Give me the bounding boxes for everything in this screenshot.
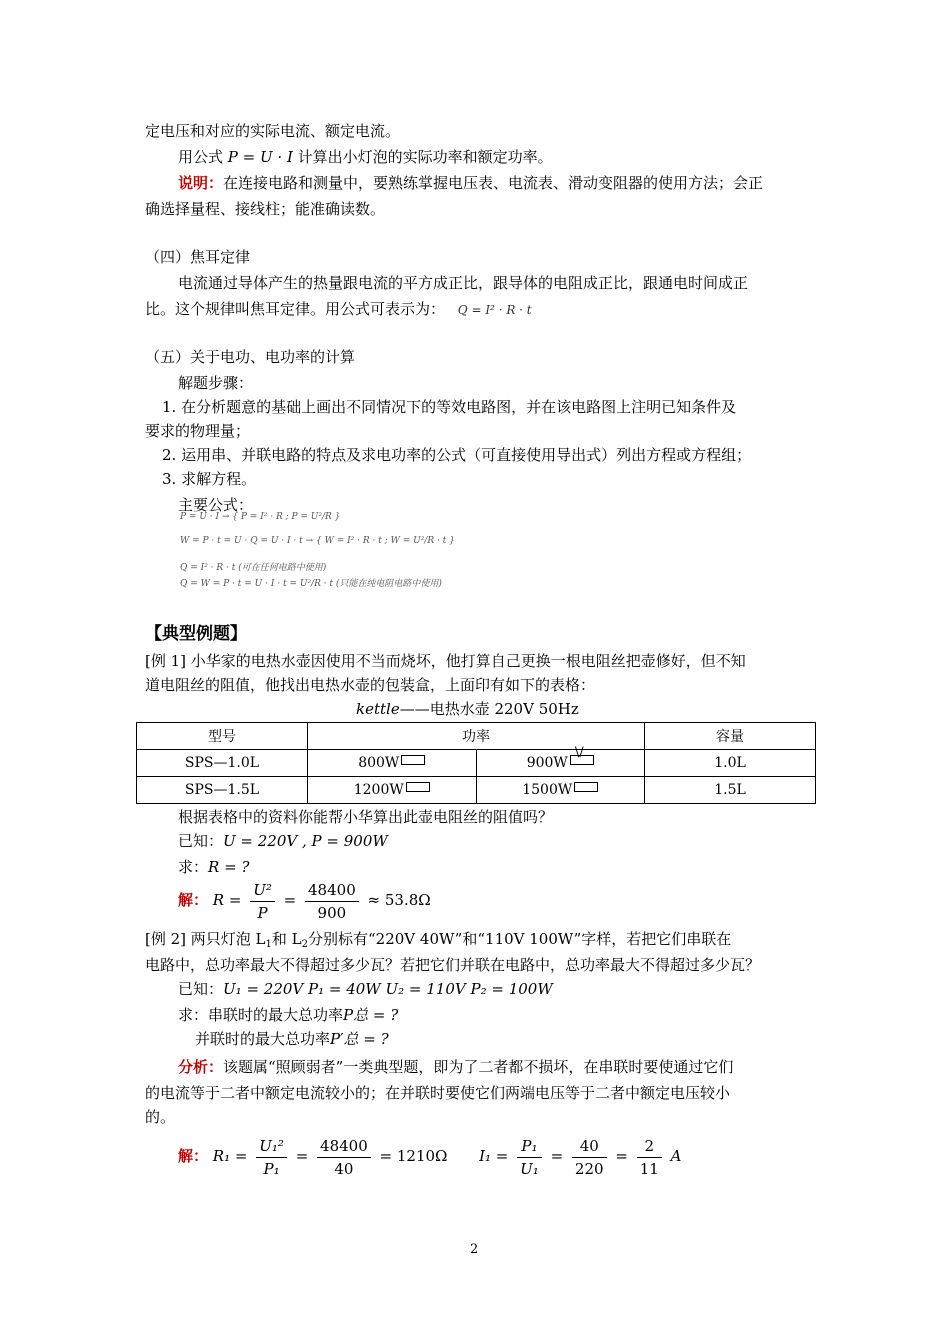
- checked-box-icon: \/: [570, 755, 594, 765]
- paragraph: 道电阻丝的阻值，他找出电热水壶的包装盒，上面印有如下的表格：: [145, 676, 596, 694]
- subscript: 1: [265, 939, 272, 950]
- table-cell: [308, 750, 477, 777]
- paragraph: [145, 298, 532, 321]
- numerator: 2: [637, 1135, 662, 1158]
- table-caption: [356, 698, 579, 720]
- known-line: [178, 978, 553, 1000]
- denominator: P: [257, 903, 268, 922]
- paragraph: 解题步骤：: [178, 374, 254, 392]
- joule-formula: Q = I² · R · t: [457, 303, 532, 317]
- denominator: P₁: [263, 1159, 280, 1178]
- numerator: 48400: [317, 1135, 371, 1158]
- page-number: 2: [470, 1242, 479, 1257]
- note-label: 说明：: [178, 174, 224, 192]
- power-value: 900W: [526, 755, 568, 771]
- table-row: [137, 777, 816, 804]
- ask-value: R = ?: [208, 858, 250, 876]
- solution-label: 解：: [178, 891, 209, 909]
- paragraph: 的电流等于二者中额定电流较小的；在并联时要使它们两端电压等于二者中额定电压较小: [145, 1084, 731, 1102]
- table-row: [137, 750, 816, 777]
- fraction: [256, 1135, 287, 1180]
- checkbox-icon: [406, 782, 430, 792]
- lhs: R₁ =: [212, 1147, 248, 1165]
- paragraph: 定电压和对应的实际电流、额定电流。: [145, 122, 401, 140]
- table-cell: 1.5L: [645, 777, 816, 804]
- analysis-line: [178, 1056, 733, 1078]
- text: 比。这个规律叫焦耳定律。用公式可表示为：: [145, 300, 446, 318]
- table-header: 功率: [308, 723, 645, 750]
- denominator: 900: [317, 903, 347, 922]
- paragraph: 电流通过导体产生的热量跟电流的平方成正比，跟导体的电阻成正比，跟通电时间成正: [178, 274, 749, 292]
- ask-line: [195, 1028, 389, 1050]
- paragraph: [178, 146, 553, 168]
- paragraph: 主要公式：: [178, 496, 254, 514]
- paragraph: 确选择量程、接线柱；能准确读数。: [145, 200, 386, 218]
- paragraph: 的。: [145, 1108, 176, 1126]
- solution-line: 解： R = $\frac{\text{U²}}{P}$ = $\frac{48400}{900}$ ≈ 53.8Ω: [178, 880, 431, 922]
- denominator: U₁: [520, 1159, 539, 1178]
- power-value: 1500W: [522, 782, 573, 798]
- subscript: 2: [301, 939, 308, 950]
- formula-line: W = P · t = U · Q = U · I · t → { W = I² · R · t ; W = U²/R · t }: [180, 536, 455, 546]
- section-heading: 【典型例题】: [145, 624, 247, 644]
- section-title: （五）关于电功、电功率的计算: [145, 348, 356, 366]
- list-item: 2. 运用串、并联电路的特点及求电功率的公式（可直接使用导出式）列出方程或方程组；: [162, 446, 752, 464]
- checkbox-icon: [401, 755, 425, 765]
- result: ≈ 53.8Ω: [367, 891, 431, 909]
- fraction: [317, 1135, 371, 1180]
- text: 用公式: [178, 148, 224, 166]
- paragraph: [例 1] 小华家的电热水壶因使用不当而烧坏，他打算自己更换一根电阻丝把壶修好，但不知: [145, 652, 746, 670]
- section-title: （四）焦耳定律: [145, 248, 251, 266]
- fraction: [572, 1135, 607, 1180]
- caption-italic: kettle: [356, 700, 400, 718]
- text: 和 L: [271, 930, 302, 948]
- known-line: [178, 830, 388, 852]
- fraction: [637, 1135, 662, 1180]
- solution-label: 解：: [178, 1147, 209, 1165]
- note-text: 在连接电路和测量中，要熟练掌握电压表、电流表、滑动变阻器的使用方法；会正: [223, 174, 764, 192]
- table-cell: SPS—1.5L: [137, 777, 308, 804]
- list-item: 3. 求解方程。: [162, 470, 257, 488]
- checkbox-icon: [574, 782, 598, 792]
- paragraph: [145, 928, 731, 956]
- label: 求：串联时的最大总功率: [178, 1006, 344, 1024]
- ask-value: P′总 = ?: [330, 1030, 389, 1048]
- table-cell: [308, 777, 477, 804]
- denominator: 40: [334, 1159, 354, 1178]
- numerator: P₁: [517, 1135, 542, 1158]
- lhs: R =: [212, 891, 242, 909]
- text: 计算出小灯泡的实际功率和额定功率。: [297, 148, 553, 166]
- unit: A: [670, 1147, 682, 1165]
- ask-line: [178, 1004, 398, 1026]
- result: = 1210Ω: [379, 1147, 448, 1165]
- denominator: 11: [639, 1159, 659, 1178]
- text: [例 2] 两只灯泡 L: [145, 930, 266, 948]
- denominator: 220: [574, 1159, 604, 1178]
- text: 分别标有“220V 40W”和“110V 100W”字样，若把它们串联在: [308, 930, 732, 948]
- table-header: 容量: [645, 723, 816, 750]
- table-cell: SPS—1.0L: [137, 750, 308, 777]
- known-values: U₁ = 220V P₁ = 40W U₂ = 110V P₂ = 100W: [223, 980, 553, 998]
- list-item: 1. 在分析题意的基础上画出不同情况下的等效电路图，并在该电路图上注明已知条件及: [162, 398, 737, 416]
- fraction: [250, 879, 275, 924]
- analysis-text: 该题属“照顾弱者”一类典型题，即为了二者都不损坏，在串联时要使通过它们: [223, 1058, 734, 1076]
- analysis-label: 分析：: [178, 1058, 224, 1076]
- caption-text: ——电热水壶 220V 50Hz: [399, 700, 579, 718]
- table-cell: 1.0L: [645, 750, 816, 777]
- paragraph: 根据表格中的资料你能帮小华算出此壶电阻丝的阻值吗？: [178, 808, 554, 826]
- list-item: 要求的物理量；: [145, 422, 251, 440]
- solution-line: 解： R₁ = $\frac{\text{U₁²}}{\text{P₁}}$ = $\frac{48400}{40}$ = 1210Ω I₁ = $\frac{\text{P₁}}{\text{U₁}}$ = $\frac{40}{220}$ = $\frac{2}{11}$ A: [178, 1136, 682, 1178]
- label: 并联时的最大总功率: [195, 1030, 331, 1048]
- table-header-row: [137, 723, 816, 750]
- lhs: I₁ =: [479, 1147, 509, 1165]
- power-value: 800W: [358, 755, 400, 771]
- formula-line: Q = I² · R · t (可在任何电路中使用): [180, 563, 327, 573]
- table-header: 型号: [137, 723, 308, 750]
- numerator: U₁²: [256, 1135, 287, 1158]
- fraction: [305, 879, 359, 924]
- note-paragraph: [178, 172, 763, 194]
- numerator: U²: [250, 879, 275, 902]
- power-value: 1200W: [353, 782, 404, 798]
- table-cell: [476, 777, 645, 804]
- table-cell: [476, 745, 645, 777]
- paragraph: 电路中，总功率最大不得超过多少瓦？若把它们并联在电路中，总功率最大不得超过多少瓦？: [145, 956, 761, 974]
- label: 已知：: [178, 832, 224, 850]
- numerator: 40: [572, 1135, 607, 1158]
- known-values: U = 220V , P = 900W: [223, 832, 388, 850]
- fraction: [517, 1135, 542, 1180]
- label: 已知：: [178, 980, 224, 998]
- ask-value: P总 = ?: [343, 1006, 399, 1024]
- formula-line: P = U · I → { P = I² · R ; P = U²/R }: [180, 512, 341, 522]
- numerator: 48400: [305, 879, 359, 902]
- inline-formula: P = U · I: [227, 148, 293, 166]
- formula-line: Q = W = P · t = U · I · t = U²/R · t (只能在纯电阻电路中使用): [180, 579, 442, 589]
- formula-image: [175, 510, 515, 592]
- spec-table: [136, 722, 816, 804]
- ask-line: [178, 856, 249, 878]
- label: 求：: [178, 858, 209, 876]
